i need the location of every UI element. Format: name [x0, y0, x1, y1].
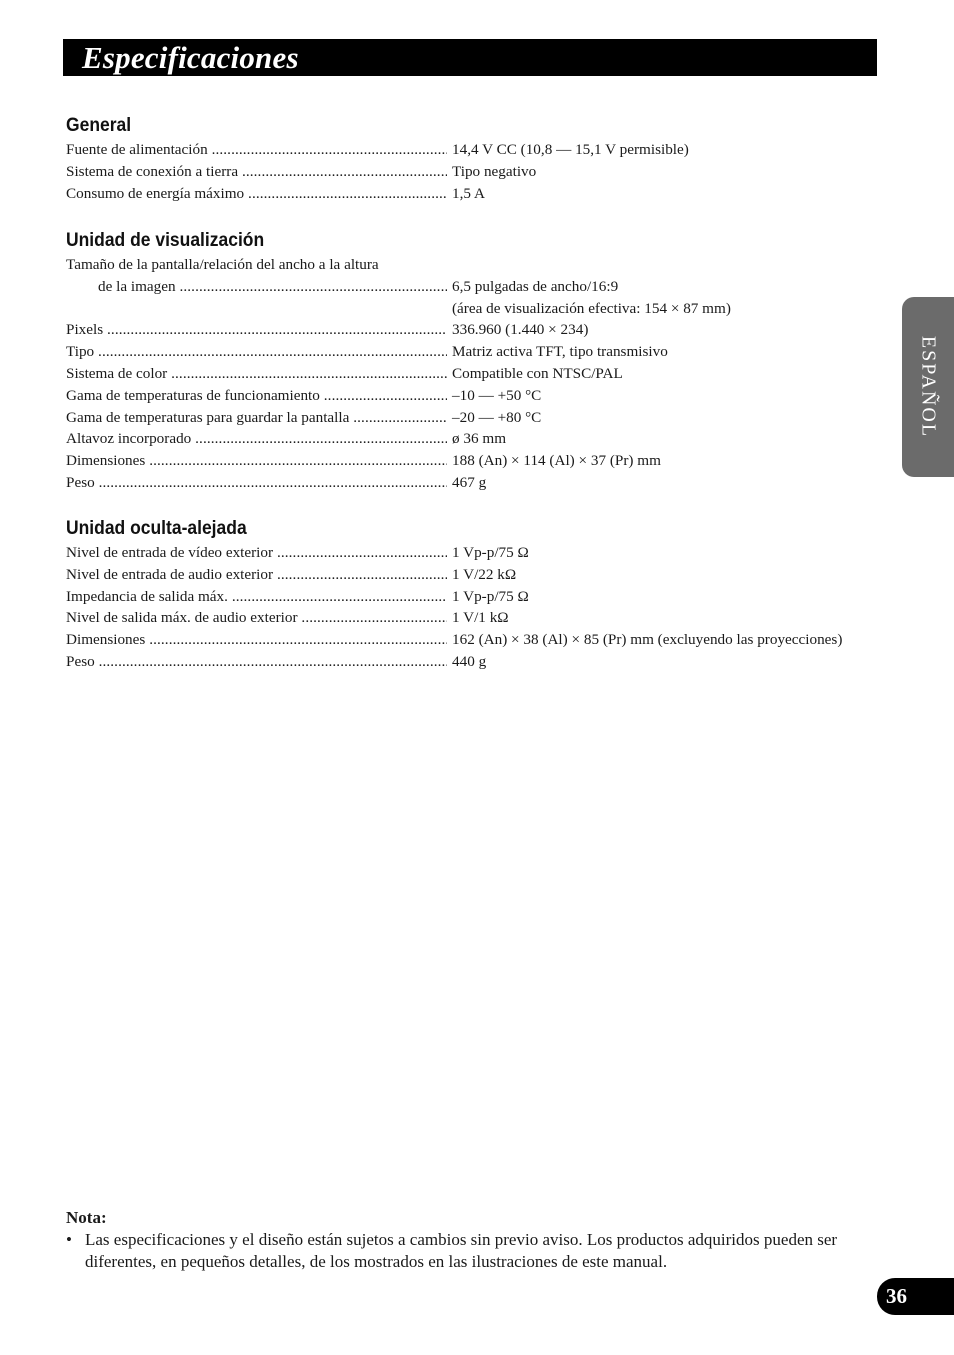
spec-value: Compatible con NTSC/PAL [452, 364, 623, 382]
spec-row [66, 607, 876, 629]
spec-value: 1 V/1 kΩ [452, 609, 509, 627]
spec-label: Dimensiones ..... [66, 629, 447, 651]
spec-row [66, 586, 876, 608]
spec-row [66, 341, 876, 363]
spec-row [66, 161, 876, 183]
spec-label: Nivel de entrada de vídeo exterior ..... [66, 542, 447, 564]
spec-value: 162 (An) × 38 (Al) × 85 (Pr) mm (excluyendo las proyecciones) [452, 631, 843, 649]
spec-value: 14,4 V CC (10,8 — 15,1 V permisible) [452, 141, 689, 158]
spec-value: 440 g [452, 652, 487, 670]
page-number-badge [877, 1278, 954, 1315]
spec-row [66, 254, 876, 276]
spec-value: Tipo negativo [452, 162, 537, 180]
note-item [66, 1229, 876, 1273]
language-tab-label: ESPAÑOL [917, 335, 940, 439]
spec-row [66, 450, 876, 472]
spec-row [66, 298, 876, 320]
spec-label: Tipo ..... [66, 341, 447, 363]
spec-row [66, 472, 876, 494]
section-general [66, 113, 876, 204]
spec-label: Altavoz incorporado ..... [66, 428, 447, 450]
spec-label: Gama de temperaturas para guardar la pantalla ..... [66, 407, 447, 429]
spec-row [66, 183, 876, 205]
spec-row [66, 139, 876, 161]
bullet-icon: • [66, 1230, 72, 1249]
spec-label: Fuente de alimentación ..... [66, 139, 447, 161]
spec-label: Tamaño de la pantalla/relación del ancho a la altura [66, 256, 379, 273]
spec-value: 1 V/22 kΩ [452, 565, 517, 583]
note-block [66, 1207, 876, 1273]
note-text: Las especificaciones y el diseño están sujetos a cambios sin previo aviso. Los productos adquiridos pueden ser diferentes, en pequeños detalles, de los mostrados en las ilustraciones de este manual. [85, 1230, 838, 1271]
spec-label: Sistema de conexión a tierra ..... [66, 161, 447, 183]
section-hideaway [66, 516, 876, 673]
section-heading-general: General [66, 115, 132, 136]
spec-value-note: (área de visualización efectiva: 154 × 87 mm) [452, 299, 731, 317]
spec-row [66, 651, 876, 673]
title-bar [63, 39, 877, 76]
spec-value: 188 (An) × 114 (Al) × 37 (Pr) mm [452, 452, 661, 470]
spec-label: Pixels ..... [66, 319, 447, 341]
spec-label: Nivel de entrada de audio exterior ..... [66, 564, 447, 586]
spec-row [66, 564, 876, 586]
spec-row [66, 629, 876, 651]
section-heading-hideaway: Unidad oculta-alejada [66, 518, 247, 539]
spec-row [66, 363, 876, 385]
spec-value: 1 Vp-p/75 Ω [452, 544, 529, 561]
language-tab [902, 297, 954, 477]
spec-value: 1 Vp-p/75 Ω [452, 587, 529, 605]
page-number: 36 [886, 1284, 907, 1308]
spec-value: ø 36 mm [452, 430, 507, 448]
spec-row [66, 428, 876, 450]
note-title: Nota: [66, 1208, 107, 1227]
spec-label: Peso ..... [66, 472, 447, 494]
spec-label: de la imagen ..... [98, 276, 447, 298]
spec-row [66, 319, 876, 341]
section-heading-display: Unidad de visualización [66, 230, 265, 251]
spec-value: 467 g [452, 473, 487, 491]
spec-row [66, 276, 876, 298]
spec-value: 1,5 A [452, 184, 485, 202]
spec-label: Gama de temperaturas de funcionamiento ..... [66, 385, 447, 407]
spec-label: Peso ..... [66, 651, 447, 673]
spec-label: Nivel de salida máx. de audio exterior ..... [66, 607, 447, 629]
spec-value: 6,5 pulgadas de ancho/16:9 [452, 277, 619, 295]
spec-label: Impedancia de salida máx. ..... [66, 586, 447, 608]
spec-value: –20 — +80 °C [452, 408, 542, 426]
spec-label: Consumo de energía máximo ..... [66, 183, 447, 205]
spec-label: Sistema de color ..... [66, 363, 447, 385]
spec-row [66, 542, 876, 564]
spec-value: –10 — +50 °C [452, 386, 542, 404]
page-title: Especificaciones [82, 40, 299, 75]
spec-value: 336.960 (1.440 × 234) [452, 321, 589, 339]
spec-label: Dimensiones ..... [66, 450, 447, 472]
spec-value: Matriz activa TFT, tipo transmisivo [452, 343, 668, 361]
spec-row [66, 407, 876, 429]
section-display [66, 228, 876, 494]
spec-row [66, 385, 876, 407]
